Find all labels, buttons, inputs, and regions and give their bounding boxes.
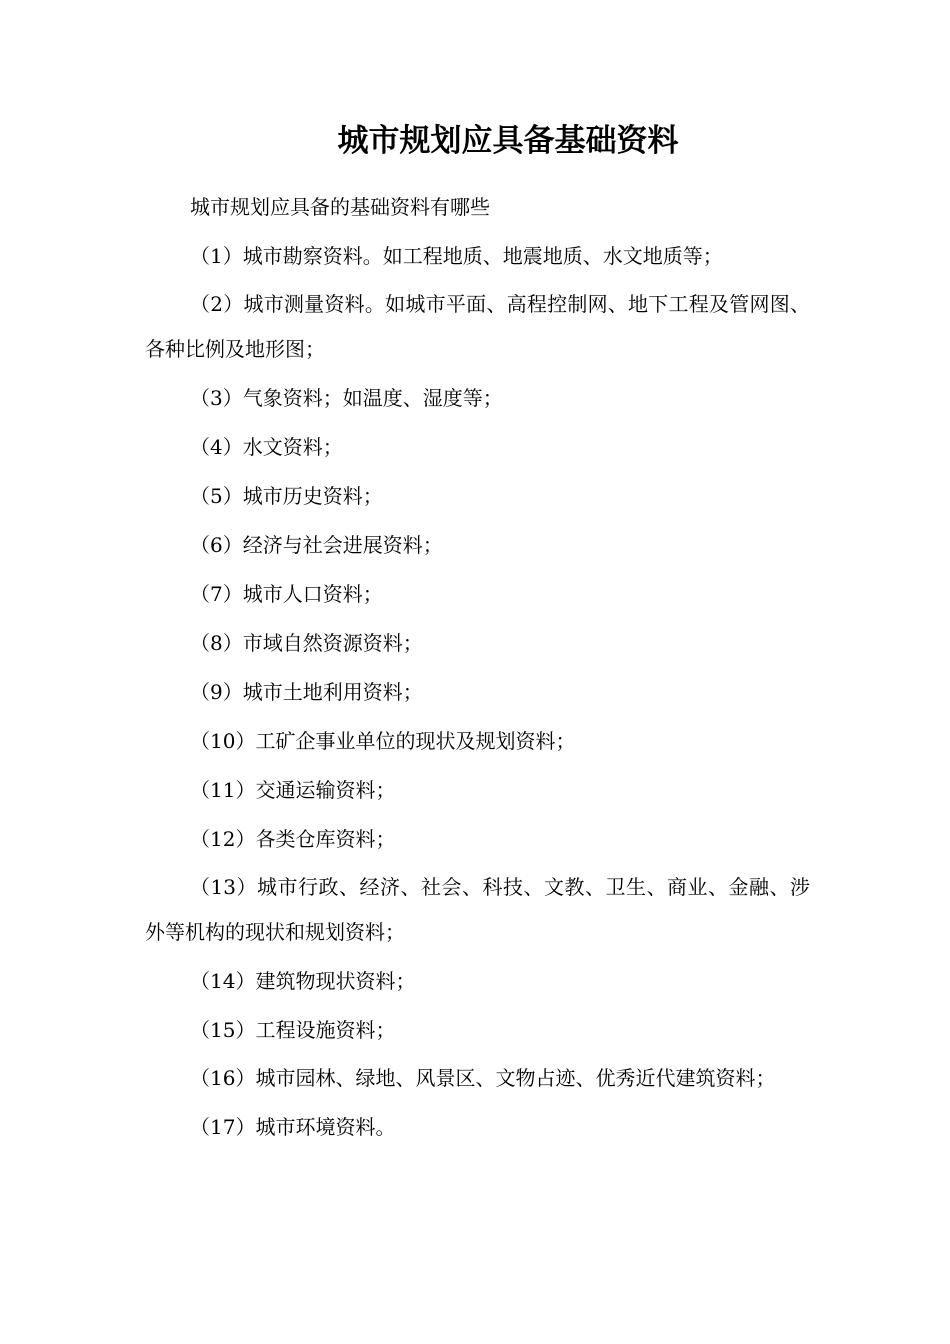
list-item-5: （5）城市历史资料； [190,484,383,508]
list-item-2: （2）城市测量资料。如城市平面、高程控制网、地下工程及管网图、各种比例及地形图； [145,292,810,361]
list-item-7: （7）城市人口资料； [190,582,383,606]
list-item-3: （3）气象资料；如温度、湿度等； [190,386,503,410]
list-item-14: （14）建筑物现状资料； [190,969,416,993]
intro-paragraph: 城市规划应具备的基础资料有哪些 [190,195,490,219]
list-item-10: （10）工矿企事业单位的现状及规划资料； [190,729,576,753]
list-item-15: （15）工程设施资料； [190,1018,396,1042]
list-item-9: （9）城市土地利用资料； [190,680,423,704]
document-body [145,184,810,1153]
list-item-17: （17）城市环境资料。 [190,1115,396,1139]
list-item-12: （12）各类仓库资料； [190,827,396,851]
list-item-4: （4）水文资料； [190,435,343,459]
list-item-8: （8）市域自然资源资料； [190,631,423,655]
list-item-13: （13）城市行政、经济、社会、科技、文教、卫生、商业、金融、涉外等机构的现状和规划资料； [145,875,810,944]
list-item-6: （6）经济与社会进展资料； [190,533,443,557]
list-item-11: （11）交通运输资料； [190,778,396,802]
document-title: 城市规划应具备基础资料 [337,123,679,159]
list-item-16: （16）城市园林、绿地、风景区、文物占迹、优秀近代建筑资料； [190,1066,776,1090]
list-item-1: （1）城市勘察资料。如工程地质、地震地质、水文地质等； [190,244,723,268]
